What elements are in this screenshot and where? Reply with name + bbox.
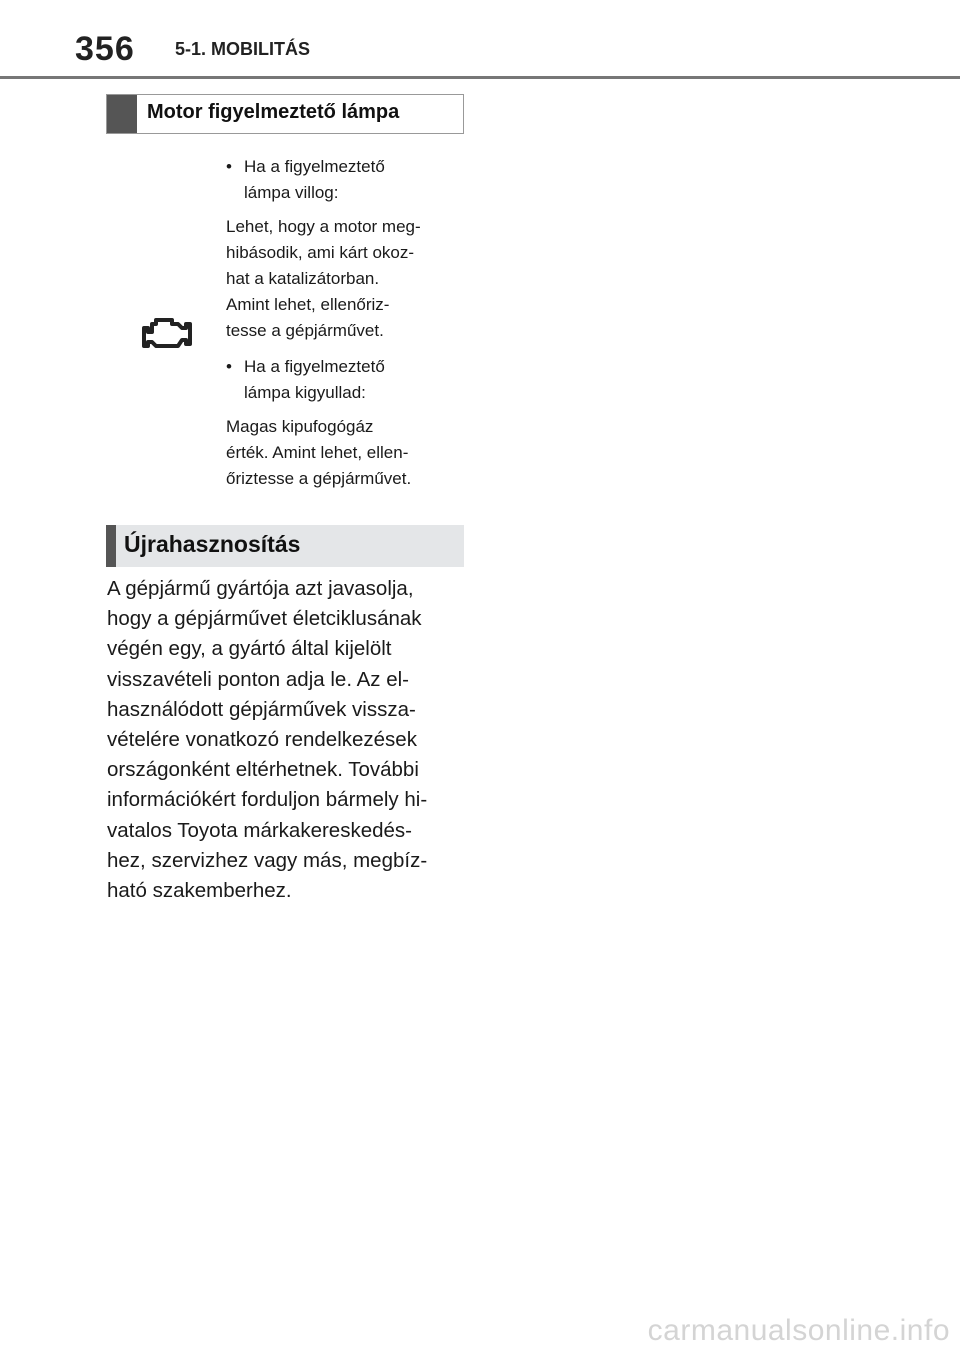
paragraph-line: végén egy, a gyártó által kijelölt [107,637,392,661]
paragraph-line: vételére vonatkozó rendelkezések [107,728,417,752]
flashing-explanation: Lehet, hogy a motor meg- hibásodik, ami kárt okoz- hat a katalizátorban. Amint lehet, ellenőriz- tesse a gépjárművet. [226,217,421,340]
warning-lamp-heading [106,94,464,134]
bullet-flashing: • Ha a figyelmeztető lámpa villog: [226,154,454,206]
header-divider [0,76,960,79]
paragraph-line: vatalos Toyota márkakereskedés- [107,818,412,842]
heading-accent-bar [106,525,116,567]
bullet-lit: • Ha a figyelmeztető lámpa kigyullad: [226,354,454,406]
paragraph-line: hogy a gépjárművet életciklusának [107,607,422,631]
recycling-paragraph [107,574,463,906]
check-engine-icon [142,314,192,354]
page-number: 356 [75,30,135,68]
warning-lamp-row [106,134,464,504]
paragraph-line: A gépjármű gyártója azt javasolja, [107,577,414,600]
paragraph-line: országonként eltérhetnek. További [107,758,419,782]
section-label: 5-1. MOBILITÁS [175,39,311,59]
page-header [0,0,960,80]
warning-lamp-title: Motor figyelmeztető lámpa [147,101,400,123]
paragraph-line: használódott gépjárművek vissza- [107,697,416,721]
paragraph-line: ható szakemberhez. [107,879,292,903]
recycling-title: Újrahasznosítás [124,531,301,557]
bullet-dot: • [226,157,232,176]
warning-lamp-description [226,154,454,502]
paragraph-line: hez, szervizhez vagy más, megbíz- [107,848,428,872]
recycling-heading [106,525,464,567]
bullet-dot: • [226,357,232,376]
watermark: carmanualsonline.info [647,1314,950,1347]
paragraph-line: visszavételi ponton adja le. Az el- [107,667,409,691]
lit-explanation: Magas kipufogógáz érték. Amint lehet, ellen- őriztesse a gépjárművet. [226,417,412,488]
paragraph-line: információkért forduljon bármely hi- [107,788,428,812]
heading-accent-bar [107,95,137,133]
